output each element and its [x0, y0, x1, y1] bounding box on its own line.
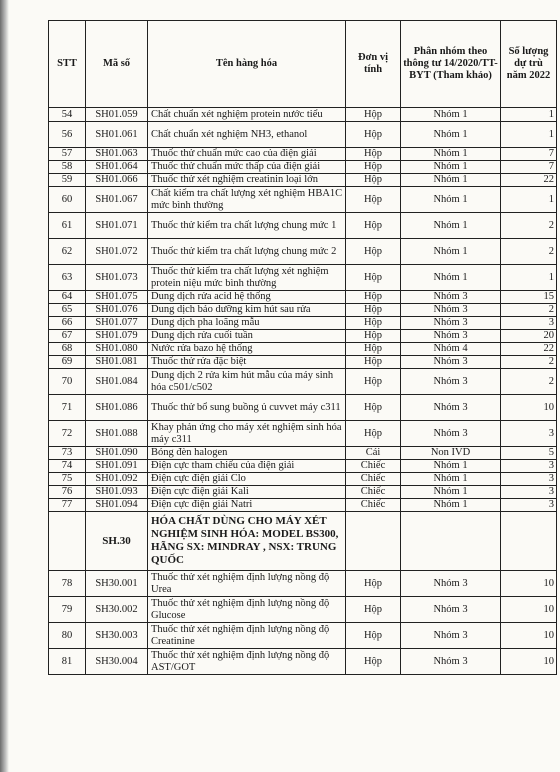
cell-stt: 72	[49, 421, 86, 447]
table-row	[49, 460, 557, 473]
table-row	[49, 447, 557, 460]
cell-group: Nhóm 1	[401, 122, 501, 148]
cell-qty: 2	[501, 369, 557, 395]
cell-group: Nhóm 1	[401, 499, 501, 512]
table-row	[49, 161, 557, 174]
cell-group: Nhóm 1	[401, 161, 501, 174]
cell-stt: 57	[49, 148, 86, 161]
cell-name: Bóng đèn halogen	[148, 447, 346, 460]
cell-stt: 63	[49, 265, 86, 291]
cell-unit: Hộp	[346, 317, 401, 330]
cell-unit: Chiếc	[346, 486, 401, 499]
cell-qty: 1	[501, 108, 557, 122]
cell-stt: 61	[49, 213, 86, 239]
table-row	[49, 395, 557, 421]
table-row	[49, 291, 557, 304]
cell-name: Dung dịch bảo dưỡng kim hút sau rửa	[148, 304, 346, 317]
cell-name: Điện cực điện giải Kali	[148, 486, 346, 499]
header-code: Mã số	[86, 21, 148, 108]
cell-name: Thuốc thử xét nghiệm định lượng nồng độ Creatinine	[148, 623, 346, 649]
table-row	[49, 473, 557, 486]
cell-group: Nhóm 3	[401, 421, 501, 447]
cell-qty: 2	[501, 304, 557, 317]
cell-qty: 3	[501, 486, 557, 499]
table-row	[49, 122, 557, 148]
cell-code: SH01.064	[86, 161, 148, 174]
section-name: HÓA CHẤT DÙNG CHO MÁY XÉT NGHIỆM SINH HÓA: MODEL BS300, HÃNG SX: MINDRAY , NSX: TRUNG QUỐC	[148, 512, 346, 571]
cell-code: SH01.075	[86, 291, 148, 304]
cell-code: SH01.061	[86, 122, 148, 148]
cell-unit: Hộp	[346, 239, 401, 265]
cell-code: SH01.077	[86, 317, 148, 330]
cell-group: Nhóm 3	[401, 597, 501, 623]
cell-unit: Hộp	[346, 213, 401, 239]
table-row	[49, 304, 557, 317]
section-code: SH.30	[86, 512, 148, 571]
cell-name: Dung dịch 2 rửa kim hút mẫu của máy sinh hóa c501/c502	[148, 369, 346, 395]
header-unit: Đơn vị tính	[346, 21, 401, 108]
table-row	[49, 187, 557, 213]
cell-group: Nhóm 1	[401, 239, 501, 265]
table-row	[49, 343, 557, 356]
cell-qty: 1	[501, 265, 557, 291]
cell-unit: Hộp	[346, 369, 401, 395]
cell-name: Chất chuẩn xét nghiệm protein nước tiểu	[148, 108, 346, 122]
cell-stt: 68	[49, 343, 86, 356]
cell-unit: Hộp	[346, 122, 401, 148]
cell-unit: Hộp	[346, 291, 401, 304]
cell-group: Nhóm 3	[401, 395, 501, 421]
table-row	[49, 486, 557, 499]
cell-unit: Chiếc	[346, 460, 401, 473]
cell-code: SH01.079	[86, 330, 148, 343]
cell-group: Nhóm 3	[401, 623, 501, 649]
section-row	[49, 512, 557, 571]
cell-stt: 62	[49, 239, 86, 265]
cell-unit: Hộp	[346, 571, 401, 597]
cell-name: Điện cực điện giải Natri	[148, 499, 346, 512]
cell-code: SH01.072	[86, 239, 148, 265]
section-group	[401, 512, 501, 571]
cell-group: Nhóm 1	[401, 187, 501, 213]
table-row	[49, 174, 557, 187]
cell-qty: 7	[501, 161, 557, 174]
cell-stt: 76	[49, 486, 86, 499]
cell-group: Nhóm 3	[401, 369, 501, 395]
header-name: Tên hàng hóa	[148, 21, 346, 108]
cell-qty: 1	[501, 187, 557, 213]
cell-name: Thuốc thử rửa đặc biệt	[148, 356, 346, 369]
cell-unit: Hộp	[346, 108, 401, 122]
cell-unit: Hộp	[346, 395, 401, 421]
table-header-row	[49, 21, 557, 108]
cell-qty: 3	[501, 317, 557, 330]
cell-name: Thuốc thử kiểm tra chất lượng chung mức 2	[148, 239, 346, 265]
cell-group: Nhóm 3	[401, 291, 501, 304]
header-stt: STT	[49, 21, 86, 108]
cell-name: Dung dịch rửa cuối tuần	[148, 330, 346, 343]
table-row	[49, 148, 557, 161]
cell-unit: Cái	[346, 447, 401, 460]
cell-name: Thuốc thử xét nghiệm định lượng nồng độ AST/GOT	[148, 649, 346, 675]
cell-unit: Hộp	[346, 161, 401, 174]
section-qty	[501, 512, 557, 571]
cell-name: Thuốc thử chuẩn mức thấp của điện giải	[148, 161, 346, 174]
cell-group: Nhóm 1	[401, 460, 501, 473]
cell-code: SH01.063	[86, 148, 148, 161]
cell-unit: Hộp	[346, 304, 401, 317]
table-row	[49, 649, 557, 675]
cell-qty: 3	[501, 460, 557, 473]
cell-unit: Hộp	[346, 330, 401, 343]
header-qty: Số lượng dự trù năm 2022	[501, 21, 557, 108]
cell-stt: 80	[49, 623, 86, 649]
cell-stt: 60	[49, 187, 86, 213]
cell-qty: 15	[501, 291, 557, 304]
cell-qty: 22	[501, 343, 557, 356]
document-page	[48, 20, 556, 675]
cell-stt: 74	[49, 460, 86, 473]
cell-unit: Hộp	[346, 597, 401, 623]
cell-stt: 71	[49, 395, 86, 421]
cell-name: Điện cực điện giải Clo	[148, 473, 346, 486]
cell-group: Nhóm 1	[401, 486, 501, 499]
cell-name: Thuốc thử kiểm tra chất lượng chung mức 1	[148, 213, 346, 239]
table-row	[49, 265, 557, 291]
table-row	[49, 239, 557, 265]
cell-code: SH01.073	[86, 265, 148, 291]
cell-code: SH30.004	[86, 649, 148, 675]
table-row	[49, 108, 557, 122]
cell-qty: 5	[501, 447, 557, 460]
cell-stt: 59	[49, 174, 86, 187]
cell-name: Khay phản ứng cho máy xét nghiệm sinh hóa máy c311	[148, 421, 346, 447]
cell-name: Thuốc thử kiểm tra chất lượng xét nghiệm protein niệu mức bình thường	[148, 265, 346, 291]
cell-name: Dung dịch rửa acid hệ thống	[148, 291, 346, 304]
cell-qty: 10	[501, 649, 557, 675]
cell-stt: 70	[49, 369, 86, 395]
cell-unit: Hộp	[346, 421, 401, 447]
cell-group: Nhóm 3	[401, 571, 501, 597]
cell-name: Điện cực tham chiếu của điện giải	[148, 460, 346, 473]
cell-group: Nhóm 3	[401, 356, 501, 369]
cell-unit: Hộp	[346, 623, 401, 649]
cell-name: Thuốc thử chuẩn mức cao của điện giải	[148, 148, 346, 161]
cell-code: SH01.088	[86, 421, 148, 447]
cell-name: Thuốc thử xét nghiệm định lượng nồng độ Urea	[148, 571, 346, 597]
table-row	[49, 421, 557, 447]
cell-unit: Hộp	[346, 649, 401, 675]
cell-stt: 75	[49, 473, 86, 486]
cell-qty: 1	[501, 122, 557, 148]
cell-code: SH30.001	[86, 571, 148, 597]
cell-qty: 10	[501, 623, 557, 649]
cell-unit: Chiếc	[346, 499, 401, 512]
cell-code: SH01.091	[86, 460, 148, 473]
cell-group: Nhóm 1	[401, 108, 501, 122]
cell-code: SH01.080	[86, 343, 148, 356]
cell-code: SH01.086	[86, 395, 148, 421]
cell-stt: 66	[49, 317, 86, 330]
cell-code: SH30.003	[86, 623, 148, 649]
cell-group: Nhóm 1	[401, 174, 501, 187]
section-stt	[49, 512, 86, 571]
table-row	[49, 330, 557, 343]
cell-code: SH01.092	[86, 473, 148, 486]
page-binding-edge	[0, 0, 9, 772]
table-row	[49, 499, 557, 512]
cell-code: SH30.002	[86, 597, 148, 623]
cell-qty: 10	[501, 597, 557, 623]
cell-unit: Hộp	[346, 356, 401, 369]
cell-unit: Hộp	[346, 148, 401, 161]
cell-name: Chất chuẩn xét nghiệm NH3, ethanol	[148, 122, 346, 148]
cell-group: Nhóm 3	[401, 330, 501, 343]
cell-code: SH01.071	[86, 213, 148, 239]
cell-group: Non IVD	[401, 447, 501, 460]
cell-stt: 69	[49, 356, 86, 369]
cell-stt: 65	[49, 304, 86, 317]
cell-group: Nhóm 3	[401, 304, 501, 317]
cell-stt: 56	[49, 122, 86, 148]
cell-qty: 2	[501, 239, 557, 265]
cell-code: SH01.094	[86, 499, 148, 512]
cell-code: SH01.076	[86, 304, 148, 317]
cell-qty: 7	[501, 148, 557, 161]
cell-qty: 20	[501, 330, 557, 343]
cell-code: SH01.090	[86, 447, 148, 460]
cell-name: Nước rửa bazo hệ thống	[148, 343, 346, 356]
cell-stt: 73	[49, 447, 86, 460]
table-row	[49, 213, 557, 239]
cell-code: SH01.066	[86, 174, 148, 187]
header-group: Phân nhóm theo thông tư 14/2020/TT-BYT (Tham khảo)	[401, 21, 501, 108]
cell-stt: 79	[49, 597, 86, 623]
table-row	[49, 571, 557, 597]
cell-unit: Hộp	[346, 174, 401, 187]
cell-code: SH01.059	[86, 108, 148, 122]
cell-unit: Hộp	[346, 343, 401, 356]
cell-qty: 10	[501, 571, 557, 597]
table-row	[49, 317, 557, 330]
table-row	[49, 356, 557, 369]
cell-code: SH01.093	[86, 486, 148, 499]
cell-stt: 81	[49, 649, 86, 675]
cell-code: SH01.084	[86, 369, 148, 395]
cell-name: Chất kiểm tra chất lượng xét nghiệm HBA1C mức bình thường	[148, 187, 346, 213]
cell-qty: 3	[501, 499, 557, 512]
cell-qty: 22	[501, 174, 557, 187]
cell-group: Nhóm 4	[401, 343, 501, 356]
procurement-table	[48, 20, 557, 675]
cell-stt: 78	[49, 571, 86, 597]
table-row	[49, 597, 557, 623]
cell-group: Nhóm 1	[401, 473, 501, 486]
cell-qty: 2	[501, 213, 557, 239]
cell-group: Nhóm 1	[401, 213, 501, 239]
cell-code: SH01.067	[86, 187, 148, 213]
cell-stt: 67	[49, 330, 86, 343]
cell-unit: Hộp	[346, 265, 401, 291]
cell-stt: 77	[49, 499, 86, 512]
cell-unit: Hộp	[346, 187, 401, 213]
cell-code: SH01.081	[86, 356, 148, 369]
cell-name: Thuốc thử xét nghiệm creatinin loại lớn	[148, 174, 346, 187]
cell-stt: 58	[49, 161, 86, 174]
cell-unit: Chiếc	[346, 473, 401, 486]
cell-group: Nhóm 1	[401, 265, 501, 291]
section-unit	[346, 512, 401, 571]
cell-name: Thuốc thử bổ sung buồng ủ cuvvet máy c311	[148, 395, 346, 421]
cell-qty: 3	[501, 473, 557, 486]
cell-group: Nhóm 1	[401, 148, 501, 161]
cell-qty: 10	[501, 395, 557, 421]
cell-group: Nhóm 3	[401, 649, 501, 675]
table-row	[49, 623, 557, 649]
cell-name: Thuốc thử xét nghiệm định lượng nồng độ Glucose	[148, 597, 346, 623]
table-row	[49, 369, 557, 395]
cell-stt: 54	[49, 108, 86, 122]
cell-qty: 2	[501, 356, 557, 369]
cell-stt: 64	[49, 291, 86, 304]
cell-qty: 3	[501, 421, 557, 447]
cell-group: Nhóm 3	[401, 317, 501, 330]
cell-name: Dung dịch pha loãng mẫu	[148, 317, 346, 330]
